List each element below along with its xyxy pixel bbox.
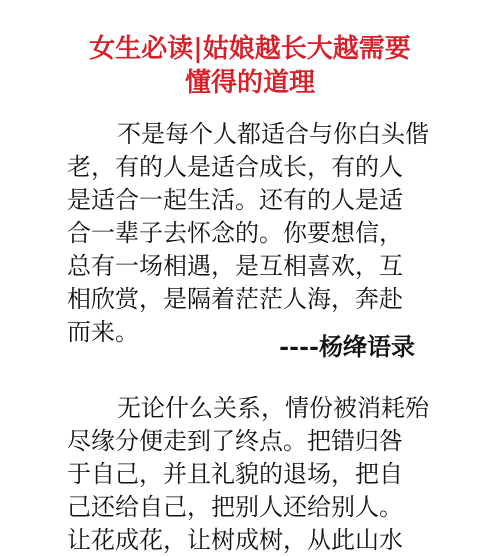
paragraph-line: 己还给自己，把别人还给别人。 [67,493,403,521]
article-title-line-2: 懂得的道理 [184,68,315,98]
paragraph-line: 于自己，并且礼貌的退场，把自 [67,460,403,488]
paragraph-line: 合一辈子去怀念的。你要想信， [67,219,403,247]
paragraph-2 [67,392,447,557]
paragraph-line: 是适合一起生活。还有的人是适 [67,186,403,214]
paragraph-line: 让花成花，让树成树，从此山水 [67,526,403,554]
paragraph-line: 老，有的人是适合成长，有的人 [67,153,403,181]
paragraph-1 [67,118,447,349]
quote-attribution: ----杨绛语录 [279,332,415,361]
paragraph-line: 尽缘分便走到了终点。把错归咎 [67,427,403,455]
paragraph-line: 相欣赏，是隔着茫茫人海，奔赴 [67,285,403,313]
paragraph-line: 而来。 [67,318,139,346]
article-title-line-1: 女生必读|姑娘越长大越需要 [89,34,411,64]
paragraph-line: 无论什么关系，情份被消耗殆 [117,394,429,422]
paragraph-line: 总有一场相遇，是互相喜欢，互 [67,252,403,280]
paragraph-line: 不是每个人都适合与你白头偕 [117,120,429,148]
